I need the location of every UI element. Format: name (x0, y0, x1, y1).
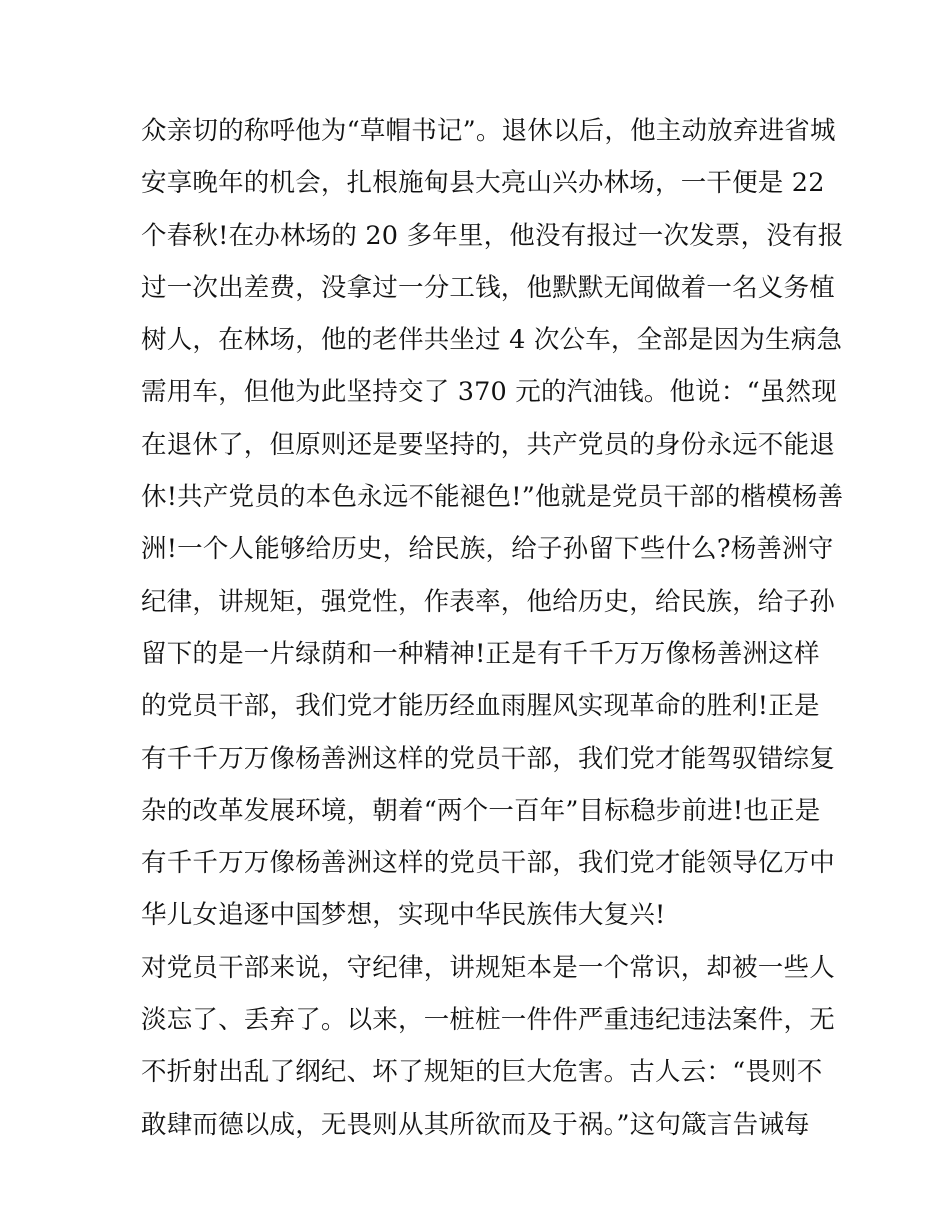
text-line: 对党员干部来说，守纪律，讲规矩本是一个常识，却被一些人 (141, 952, 835, 983)
text-line: 在退休了，但原则还是要坚持的，共产党员的身份永远不能退 (141, 429, 835, 460)
text-line: 个春秋!在办林场的 20 多年里，他没有报过一次发票，没有报 (141, 220, 844, 251)
body-text (141, 105, 844, 1151)
text-line: 需用车，但他为此坚持交了 370 元的汽油钱。他说：“虽然现 (141, 377, 837, 408)
text-line: 过一次出差费，没拿过一分工钱，他默默无闻做着一名义务植 (141, 272, 835, 303)
text-line: 留下的是一片绿荫和一种精神!正是有千千万万像杨善洲这样 (141, 638, 820, 669)
text-line: 有千千万万像杨善洲这样的党员干部，我们党才能领导亿万中 (141, 848, 835, 879)
text-line: 众亲切的称呼他为“草帽书记”。退休以后，他主动放弃进省城 (141, 116, 836, 146)
text-line: 有千千万万像杨善洲这样的党员干部，我们党才能驾驭错综复 (141, 743, 835, 774)
text-line: 洲!一个人能够给历史，给民族，给子孙留下些什么?杨善洲守 (141, 534, 834, 565)
text-line: 杂的改革发展环境，朝着“两个一百年”目标稳步前进!也正是 (141, 795, 821, 826)
text-line: 华儿女追逐中国梦想，实现中华民族伟大复兴! (141, 900, 666, 931)
text-line: 纪律，讲规矩，强党性，作表率，他给历史，给民族，给子孙 (141, 586, 835, 617)
text-line: 不折射出乱了纲纪、坏了规矩的巨大危害。古人云：“畏则不 (141, 1057, 823, 1088)
text-line: 休!共产党员的本色永远不能褪色!”他就是党员干部的楷模杨善 (141, 482, 844, 513)
text-line: 敢肆而德以成，无畏则从其所欲而及于祸。”这句箴言告诫每 (141, 1109, 810, 1140)
text-line: 淡忘了、丢弃了。以来，一桩桩一件件严重违纪违法案件，无 (141, 1005, 835, 1036)
text-line: 的党员干部，我们党才能历经血雨腥风实现革命的胜利!正是 (141, 691, 820, 722)
text-line: 树人，在林场，他的老伴共坐过 4 次公车，全部是因为生病急 (141, 325, 843, 356)
text-line: 安享晚年的机会，扎根施甸县大亮山兴办林场，一干便是 22 (141, 168, 825, 199)
